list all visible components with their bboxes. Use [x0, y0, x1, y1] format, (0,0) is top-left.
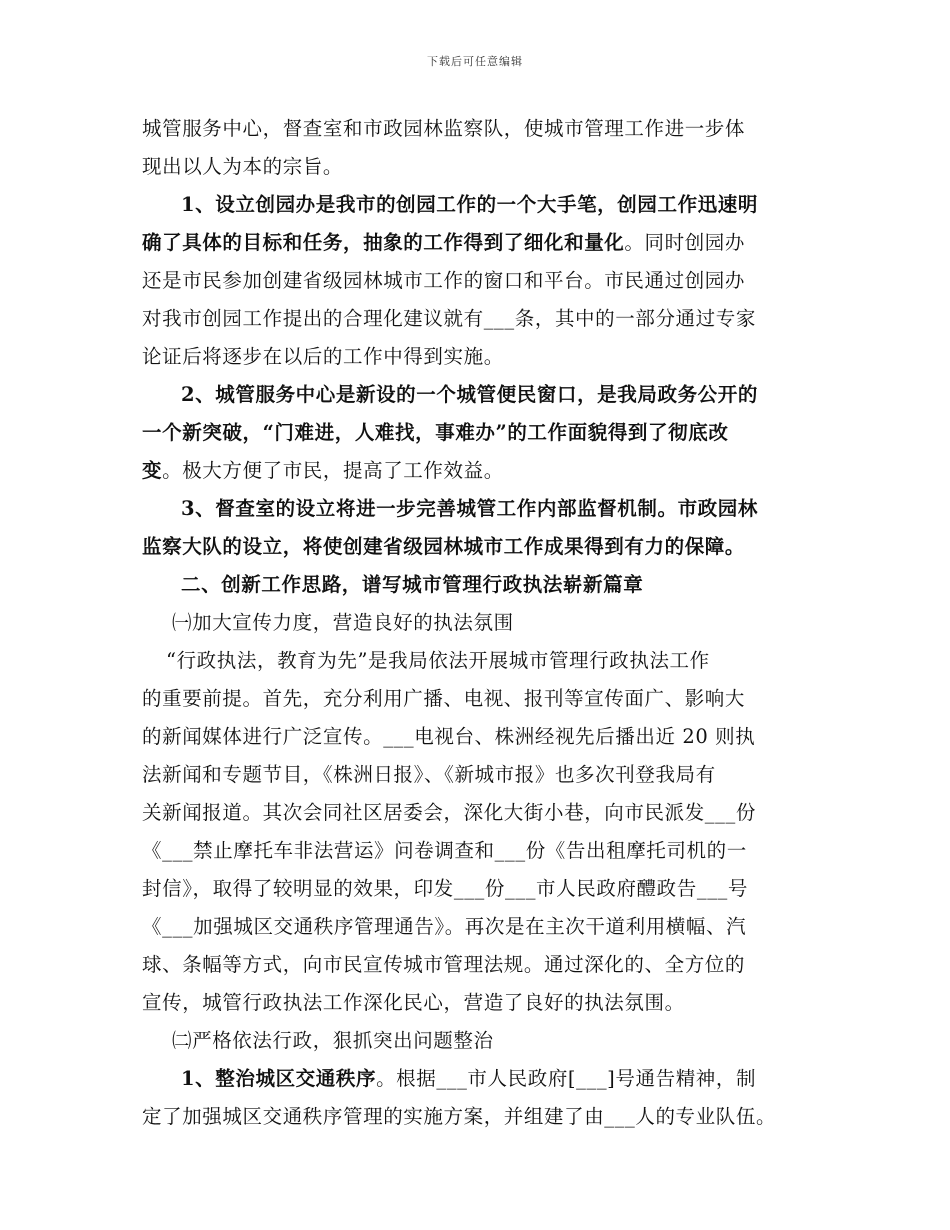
item-3-heading: 3、督查室的设立将进一步完善城管工作内部监督机制。市政园林 [181, 497, 758, 520]
text-line: 球、条幅等方式，向市民宣传城市管理法规。通过深化的、全方位的 [142, 953, 746, 976]
item-2-heading: 2、城管服务中心是新设的一个城管便民窗口，是我局政务公开的 [181, 383, 758, 406]
text-line: 还是市民参加创建省级园林城市工作的窗口和平台。市民通过创园办 [142, 269, 746, 292]
page-header: 下载后可任意编辑 [427, 55, 523, 68]
text-line: 城管服务中心，督查室和市政园林监察队，使城市管理工作进一步体 [142, 117, 746, 140]
text-line: 《___加强城区交通秩序管理通告》。再次是在主次干道利用横幅、汽 [142, 915, 747, 938]
text-line: 的新闻媒体进行广泛宣传。___电视台、株洲经视先后播出近 20 则执 [142, 725, 756, 748]
text-line: 确了具体的目标和任务，抽象的工作得到了细化和量化。同时创园办 [142, 231, 746, 254]
text-line: 关新闻报道。其次会同社区居委会，深化大街小巷，向市民派发___份 [142, 801, 756, 824]
text-line: 变。极大方便了市民，提高了工作效益。 [142, 459, 504, 482]
subsection-2-heading: ㈡严格依法行政，狠抓突出问题整治 [172, 1029, 494, 1052]
text-line: 论证后将逐步在以后的工作中得到实施。 [142, 345, 504, 368]
item-1-heading: 1、设立创园办是我市的创园工作的一个大手笔，创园工作迅速明 [181, 193, 758, 216]
text-line: 《___禁止摩托车非法营运》问卷调查和___份《告出租摩托司机的一 [142, 839, 747, 862]
text-line: 1、整治城区交通秩序。根据___市人民政府[___]号通告精神，制 [181, 1067, 757, 1090]
text-line: 现出以人为本的宗旨。 [142, 155, 344, 178]
text-line: 一个新突破，“门难进，人难找，事难办”的工作面貌得到了彻底改 [142, 421, 729, 444]
text-line: 宣传，城管行政执法工作深化民心，营造了良好的执法氛围。 [142, 991, 685, 1014]
text-line: “行政执法，教育为先”是我局依法开展城市管理行政执法工作 [166, 649, 710, 672]
section-2-heading: 二、创新工作思路，谱写城市管理行政执法崭新篇章 [181, 573, 644, 596]
text-line: 封信》，取得了较明显的效果，印发___份___市人民政府醴政告___号 [142, 877, 749, 900]
text-line: 的重要前提。首先，充分利用广播、电视、报刊等宣传面广、影响大 [142, 687, 746, 710]
subsection-1-heading: ㈠加大宣传力度，营造良好的执法氛围 [172, 611, 514, 634]
text-line: 定了加强城区交通秩序管理的实施方案，并组建了由___人的专业队伍。 [142, 1105, 777, 1128]
text-line: 法新闻和专题节目，《株洲日报》、《新城市报》也多次刊登我局有 [142, 763, 716, 786]
text-line: 对我市创园工作提出的合理化建议就有___条，其中的一部分通过专家 [142, 307, 756, 330]
document-body [142, 110, 810, 1136]
text-line: 监察大队的设立，将使创建省级园林城市工作成果得到有力的保障。 [142, 535, 746, 558]
